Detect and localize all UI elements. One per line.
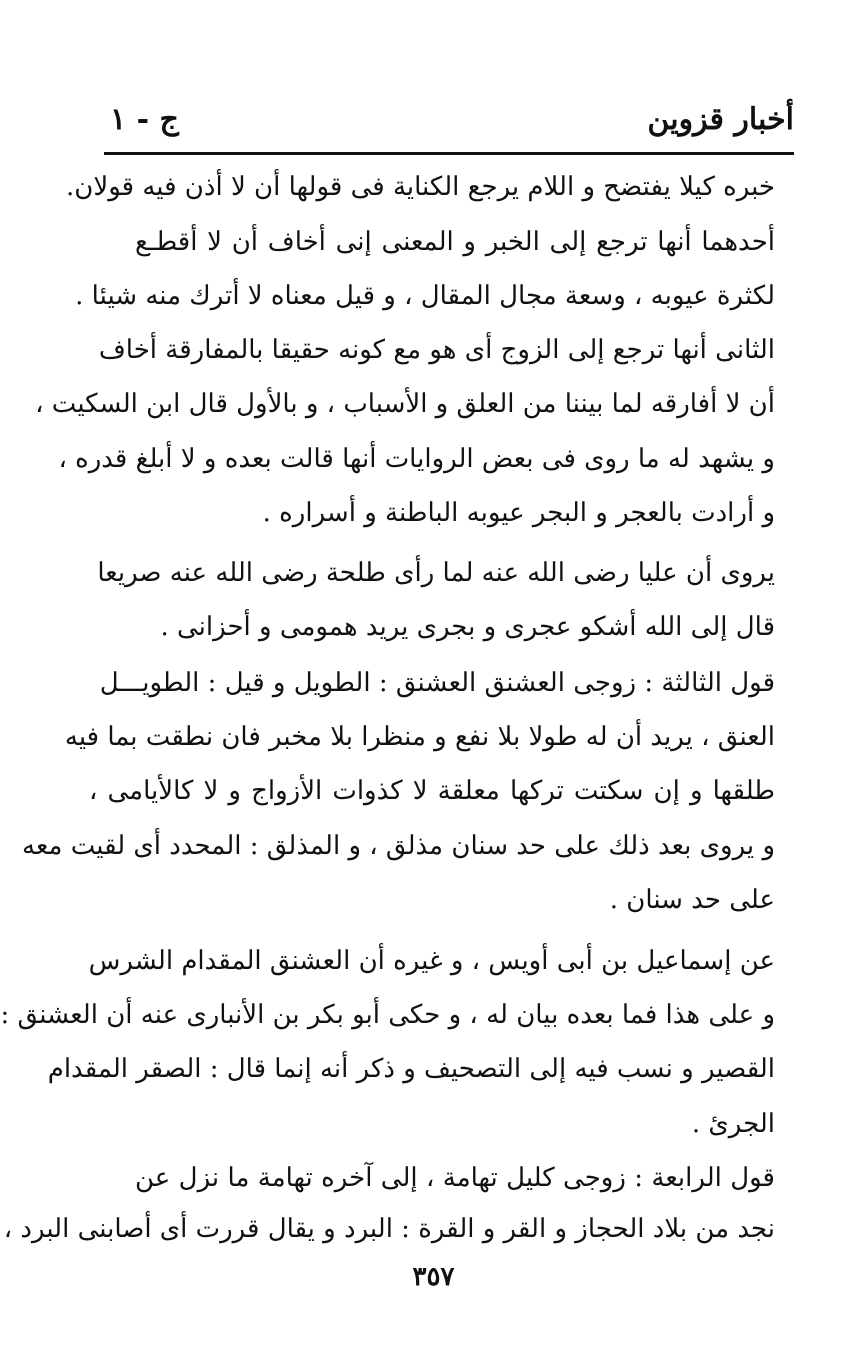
text-line: و يروى بعد ذلك على حد سنان مذلق ، و المذلق : المحدد أى لقيت معه: [22, 831, 775, 861]
text-line: و على هذا فما بعده بيان له ، و حكى أبو بكر بن الأنبارى عنه أن العشنق :: [0, 1000, 775, 1030]
text-line: القصير و نسب فيه إلى التصحيف و ذكر أنه إنما قال : الصقر المقدام: [47, 1054, 775, 1084]
text-line: على حد سنان .: [609, 885, 775, 915]
text-line: طلقها و إن سكتت تركها معلقة لا كذوات الأزواج و لا كالأيامى ،: [89, 776, 775, 806]
text-line: و أرادت بالعجر و البجر عيوبه الباطنة و أسراره .: [262, 498, 775, 528]
header-volume: ج - ١: [110, 102, 179, 137]
text-line: قول الثالثة : زوجى العشنق العشنق : الطويل و قيل : الطويـــل: [99, 668, 775, 698]
text-line: لكثرة عيوبه ، وسعة مجال المقال ، و قيل معناه لا أترك منه شيئا .: [75, 281, 775, 311]
header-rule: [104, 152, 794, 155]
text-line: قال إلى الله أشكو عجرى و بجرى يريد همومى و أحزانى .: [160, 612, 775, 642]
running-header: [104, 100, 794, 152]
header-title: أخبار قزوين: [647, 102, 794, 137]
text-line: خبره كيلا يفتضح و اللام يرجع الكناية فى قولها أن لا أذن فيه قولان.: [66, 172, 775, 202]
text-line: عن إسماعيل بن أبى أويس ، و غيره أن العشنق المقدام الشرس: [88, 946, 775, 976]
text-line: يروى أن عليا رضى الله عنه لما رأى طلحة رضى الله عنه صريعا: [97, 558, 775, 588]
text-line: أن لا أفارقه لما بيننا من العلق و الأسباب ، و بالأول قال ابن السكيت ،: [35, 389, 775, 419]
text-line: قول الرابعة : زوجى كليل تهامة ، إلى آخره تهامة ما نزل عن: [135, 1163, 775, 1193]
text-line: أحدهما أنها ترجع إلى الخبر و المعنى إنى أخاف أن لا أقطـع: [135, 227, 775, 257]
text-line: نجد من بلاد الحجاز و القر و القرة : البرد و يقال قررت أى أصابنى البرد ،: [3, 1214, 775, 1244]
text-line: و يشهد له ما روى فى بعض الروايات أنها قالت بعده و لا أبلغ قدره ،: [58, 444, 775, 474]
text-line: الثانى أنها ترجع إلى الزوج أى هو مع كونه حقيقا بالمفارقة أخاف: [98, 335, 775, 365]
page-number: ٣٥٧: [412, 1262, 455, 1292]
text-line: الجرئ .: [691, 1109, 775, 1139]
text-line: العنق ، يريد أن له طولا بلا نفع و منظرا بلا مخبر فان نطقت بما فيه: [64, 722, 775, 752]
